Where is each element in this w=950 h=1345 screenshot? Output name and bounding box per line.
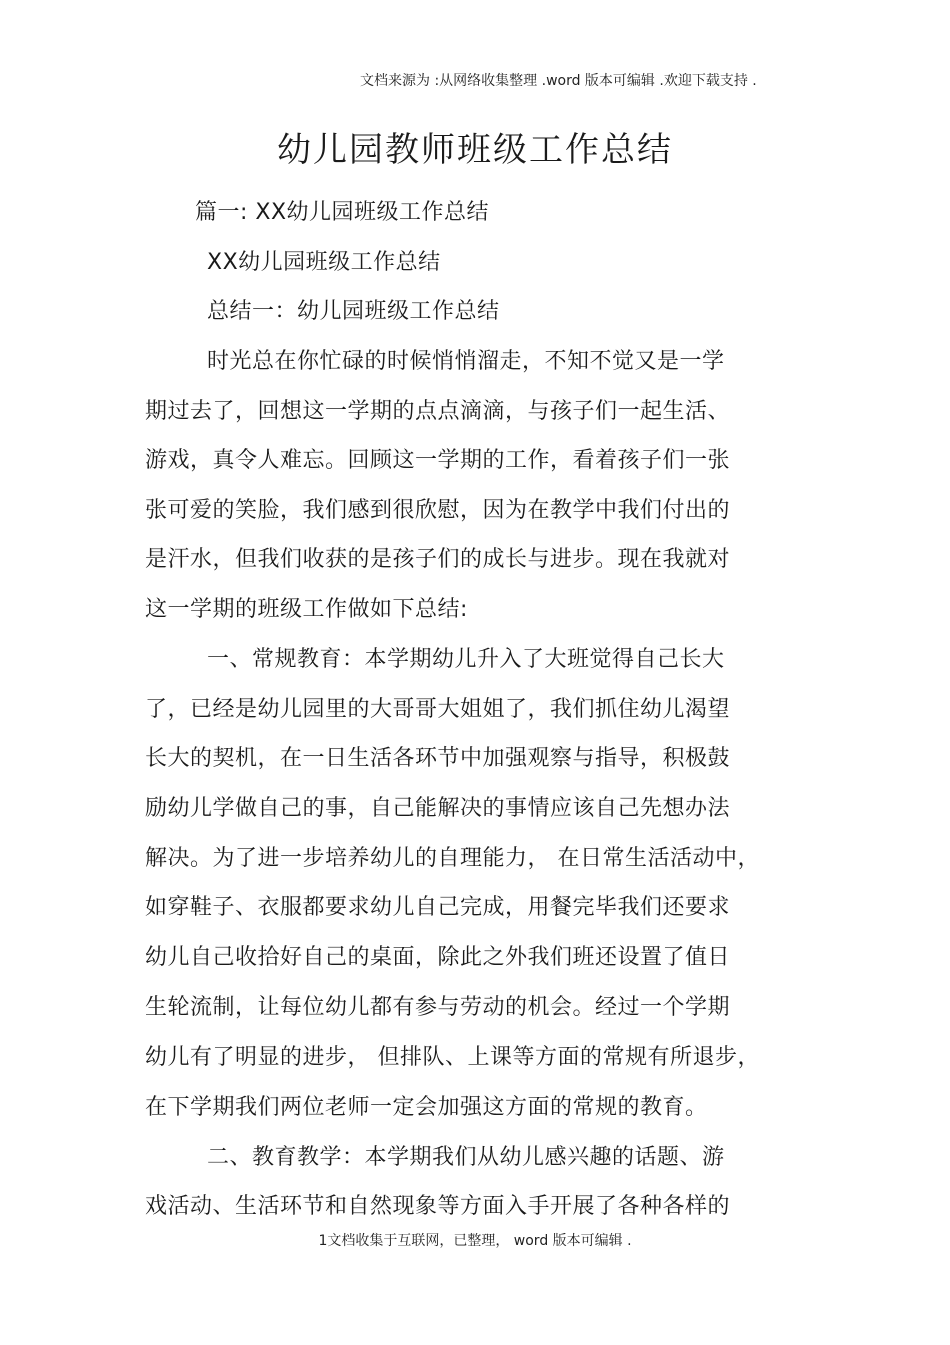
body-line: 这一学期的班级工作做如下总结: <box>145 597 468 622</box>
body-line: 二、教育教学：本学期我们从幼儿感兴趣的话题、游 <box>207 1145 725 1170</box>
page-header: 文档来源为 :从网络收集整理 .word 版本可编辑 .欢迎下载支持 . <box>360 73 757 89</box>
heading-summary-one: 总结一：幼儿园班级工作总结 <box>207 299 500 324</box>
body-line: 期过去了，回想这一学期的点点滴滴，与孩子们一起生活、 <box>145 399 731 424</box>
heading-subtitle: XX幼儿园班级工作总结 <box>207 250 441 275</box>
body-line: 在下学期我们两位老师一定会加强这方面的常规的教育。 <box>145 1095 708 1120</box>
body-line: 是汗水，但我们收获的是孩子们的成长与进步。现在我就对 <box>145 547 731 572</box>
page-footer: 1文档收集于互联网，已整理， word 版本可编辑 . <box>318 1233 632 1249</box>
body-line: 了，已经是幼儿园里的大哥哥大姐姐了，我们抓住幼儿渴望 <box>145 697 731 722</box>
body-line: 戏活动、生活环节和自然现象等方面入手开展了各种各样的 <box>145 1194 731 1219</box>
document-title: 幼儿园教师班级工作总结 <box>277 130 673 170</box>
body-line: 一、常规教育：本学期幼儿升入了大班觉得自己长大 <box>207 647 725 672</box>
body-line: 长大的契机，在一日生活各环节中加强观察与指导，积极鼓 <box>145 746 731 771</box>
body-line: 如穿鞋子、衣服都要求幼儿自己完成，用餐完毕我们还要求 <box>145 895 731 920</box>
body-line: 幼儿自己收拾好自己的桌面，除此之外我们班还设置了值日 <box>145 945 731 970</box>
body-line: 解决。为了进一步培养幼儿的自理能力， 在日常生活活动中， <box>145 846 760 871</box>
body-line: 生轮流制，让每位幼儿都有参与劳动的机会。经过一个学期 <box>145 995 731 1020</box>
heading-part-one: 篇一: XX幼儿园班级工作总结 <box>195 200 490 225</box>
body-line: 幼儿有了明显的进步， 但排队、上课等方面的常规有所退步， <box>145 1045 760 1070</box>
body-line: 游戏，真令人难忘。回顾这一学期的工作，看着孩子们一张 <box>145 448 731 473</box>
body-line: 时光总在你忙碌的时候悄悄溜走，不知不觉又是一学 <box>207 349 725 374</box>
body-line: 励幼儿学做自己的事，自己能解决的事情应该自己先想办法 <box>145 796 731 821</box>
body-line: 张可爱的笑脸，我们感到很欣慰，因为在教学中我们付出的 <box>145 498 731 523</box>
